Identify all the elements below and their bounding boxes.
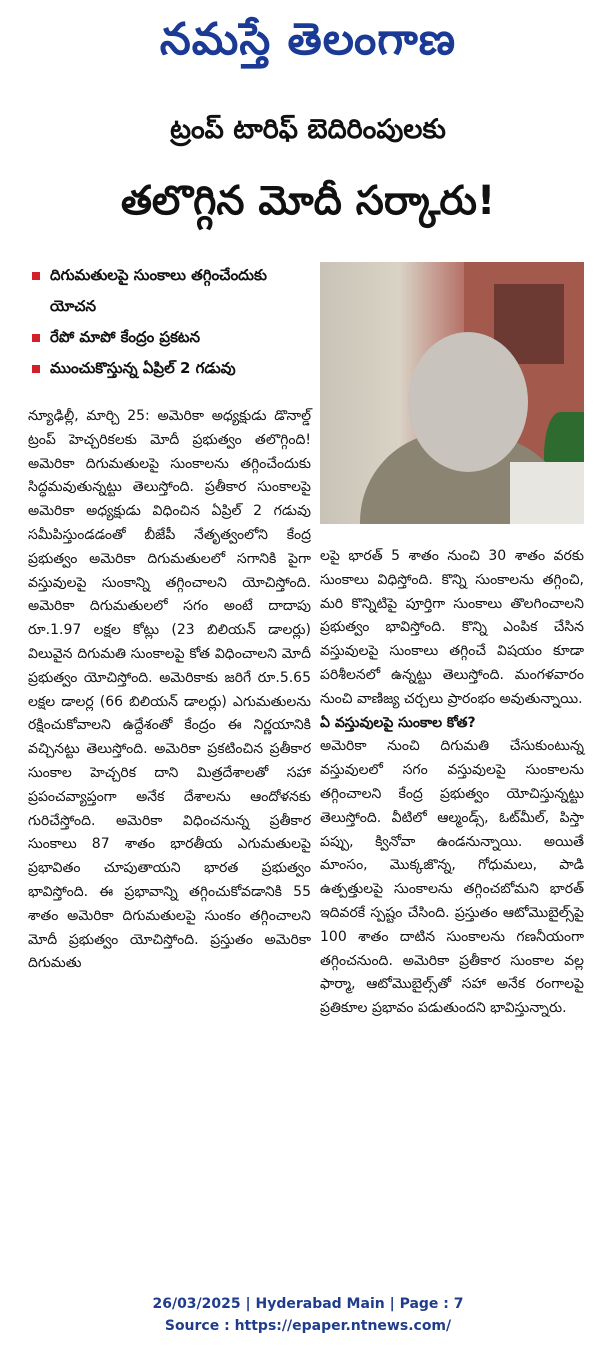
bullet-square-icon: [32, 365, 40, 373]
body-paragraph: లపై భారత్ 5 శాతం నుంచి 30 శాతం వరకు సుంకాలు విధిస్తోంది. కొన్ని సుంకాలను తగ్గించి, మరి కొన్నిటిపై పూర్తిగా సుంకాలు తొలగించాలని ప్రభుత్వం భావిస్తోంది. కొన్ని ఎంపిక చేసిన వస్తువులపై సుంకాలు తగ్గించే విషయం కూడా పరిశీలనలో ఉన్నట్టు తెలుస్తోంది. మంగళవారం నుంచి వాణిజ్య చర్చలు ప్రారంభం అవుతున్నాయి.: [320, 548, 584, 707]
article-headline: తలొగ్గిన మోదీ సర్కారు!: [120, 178, 496, 224]
article-photo: [320, 262, 584, 524]
body-paragraph: న్యూఢిల్లీ, మార్చి 25: అమెరికా అధ్యక్షుడు డొనాల్డ్ ట్రంప్ హెచ్చరికలకు మోదీ ప్రభుత్వం తలొగ్గింది! అమెరికా దిగుమతులపై సుంకాలను తగ్గించేందుకు సిద్ధమవుతున్నట్టు తెలుస్తోంది. ప్రతీకార సుంకాలపై అమెరికా అధ్యక్షుడు విధించిన ఏప్రిల్ 2 గడువు సమీపిస్తుండడంతో బీజేపీ నేతృత్వంలోని కేంద్ర ప్రభుత్వం అమెరికా దిగుమతులలో సగానికి పైగా వస్తువులపై సుంకాన్ని తగ్గించాలని యోచిస్తోంది. అమెరికా దిగుమతులలో సగం అంటే దాదాపు రూ.1.97 లక్షల కోట్లు (23 బిలియన్ డాలర్లు) విలువైన దిగుమతి సుంకాలపై కోత విధించాలని మోదీ ప్రభుత్వం యోచిస్తోంది. అమెరికాకు జరిగే రూ.5.65 లక్షల డాలర్ల (66 బిలియన్ డాలర్లు) ఎగుమతులను రక్షించుకోవాలని ఉద్దేశంతో కేంద్రం ఈ నిర్ణయానికి వచ్చినట్టు తెలుస్తోంది. అమెరికా ప్రకటించిన ప్రతీకార సుంకాల హెచ్చరిక దాని మిత్రదేశాలతో సహా ప్రపంచవ్యాప్తంగా అనేక దేశాలను ఆందోళనకు గురిచేస్తోంది. అమెరికా విధించనున్న ప్రతీకార సుంకాలు 87 శాతం భారతీయ ఎగుమతులపై ప్రభావితం చూపుతాయని భారత ప్రభుత్వం భావిస్తోంది. ఈ ప్రభావాన్ని తగ్గించుకోవడానికి 55 శాతం అమెరికా దిగుమతులపై సుంకం తగ్గించాలని మోదీ ప్రభుత్వం యోచిస్తోంది. ప్రస్తుతం అమెరికా దిగుమతు: [28, 408, 311, 972]
article-body-left: [28, 405, 311, 976]
bullet-item: [28, 353, 313, 384]
photo-head: [408, 332, 528, 472]
footer-source: Source : https://epaper.ntnews.com/: [164, 1318, 452, 1334]
page-footer: [0, 1293, 616, 1337]
body-paragraph: అమెరికా నుంచి దిగుమతి చేసుకుంటున్న వస్తువులలో సగం వస్తువులపై సుంకాలను తగ్గించాలని కేంద్ర ప్రభుత్వం యోచిస్తున్నట్టు తెలుస్తోంది. వీటిలో ఆల్మండ్స్, ఓట్‌మీల్, పిస్తా పప్పు, క్వినోవా ఉండనున్నాయి. అయితే మాంసం, మొక్కజొన్న, గోధుమలు, పాడి ఉత్పత్తులపై సుంకాలను తగ్గించబోమని భారత్ ఇదివరకే స్పష్టం చేసింది. ప్రస్తుతం ఆటోమొబైల్స్‌పై 100 శాతం దాటిన సుంకాలను గణనీయంగా తగ్గించనుంది. అమెరికా ప్రతీకార సుంకాల వల్ల ఫార్మా, ఆటోమొబైల్స్‌తో సహా అనేక రంగాలపై ప్రతికూల ప్రభావం పడుతుందని భావిస్తున్నారు.: [320, 738, 584, 1017]
section-subheading: ఏ వస్తువులపై సుంకాల కోత?: [320, 714, 476, 731]
bullet-item: [28, 322, 313, 353]
article-subheadline: ట్రంప్ టారిఫ్ బెదిరింపులకు: [170, 114, 446, 145]
bullet-item: [28, 260, 313, 322]
article-body-right: [320, 545, 584, 1021]
masthead: [0, 0, 616, 80]
footer-dateline: 26/03/2025 | Hyderabad Main | Page : 7: [152, 1296, 464, 1312]
bullet-list: [28, 260, 313, 384]
bullet-text: రేపో మాపో కేంద్రం ప్రకటన: [50, 328, 201, 346]
bullet-text: దిగుమతులపై సుంకాలు తగ్గించేందుకు యోచన: [50, 266, 267, 315]
bullet-text: ముంచుకొస్తున్న ఏప్రిల్ 2 గడువు: [50, 359, 236, 377]
masthead-title: నమస్తే తెలంగాణ: [159, 14, 457, 65]
bullet-square-icon: [32, 272, 40, 280]
bullet-square-icon: [32, 334, 40, 342]
photo-kurta: [510, 462, 584, 524]
